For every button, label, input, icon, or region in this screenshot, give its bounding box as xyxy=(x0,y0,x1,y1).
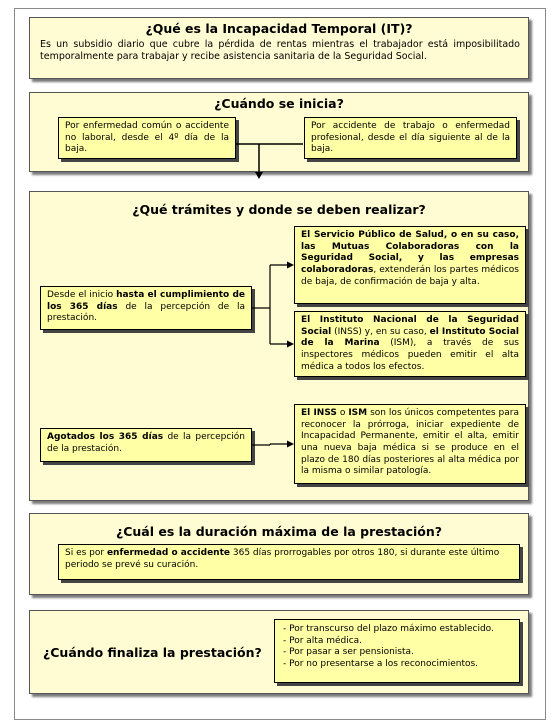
duration-box xyxy=(58,544,520,580)
right2-bold1: El Instituto Nacional de la Seguridad Social xyxy=(301,315,519,337)
end-reasons-box xyxy=(274,619,520,683)
right3-mid1: o xyxy=(336,408,349,418)
left2-bold: Agotados los 365 días xyxy=(47,432,164,442)
left2-post: de la percepción de la prestación. xyxy=(47,432,245,454)
section-end xyxy=(29,610,529,694)
right2-bold2: el Instituto Social de la Marina xyxy=(301,326,519,349)
section-procedures-title: ¿Qué trámites y donde se deben realizar? xyxy=(132,202,426,217)
right3-bold2: ISM xyxy=(348,408,368,418)
right2-mid1: (INSS) y, en su caso, xyxy=(331,326,430,337)
end-reasons-list xyxy=(283,624,511,671)
left1-post: de la percepción de la prestación. xyxy=(47,301,245,324)
procedures-connectors xyxy=(30,192,530,502)
section-procedures xyxy=(29,191,529,501)
start-common-illness-box: Por enfermedad común o accidente no laboral, desde el 4º día de la baja. xyxy=(58,117,236,159)
left1-bold: hasta el cumplimiento de los 365 días xyxy=(47,290,246,312)
duration-bold: enfermedad o accidente xyxy=(106,548,230,558)
section-duration xyxy=(29,513,529,595)
section-what-is-it-text: Es un subsidio diario que cubre la pérdida de rentas mientras el trabajador está imposibilitado temporalmente para trabajar y recibe asistencia sanitaria de la Seguridad Social. xyxy=(40,39,520,62)
section-duration-title: ¿Cuál es la duración máxima de la prestación? xyxy=(115,524,443,539)
duration-post: 365 días prorrogables por otros 180, si durante este último periodo se prevé su curación. xyxy=(65,548,500,570)
right3-bold1: El INSS xyxy=(301,408,337,418)
left1-pre: Desde el inicio xyxy=(47,290,117,300)
end-reason-item: - Por transcurso del plazo máximo establecido. xyxy=(283,624,511,636)
end-reason-item: - Por alta médica. xyxy=(283,636,511,648)
right1-post: , extenderán los partes médicos de baja, de confirmación de baja y alta. xyxy=(301,265,519,287)
end-reason-item: - Por pasar a ser pensionista. xyxy=(283,647,511,659)
right1-bold: El Servicio Público de Salud, o en su caso, las Mutuas Colaboradoras con la Seguridad Social, y las empresas colaboradoras xyxy=(301,230,519,276)
section-end-title: ¿Cuándo finaliza la prestación? xyxy=(43,645,262,660)
section-when-starts-title: ¿Cuándo se inicia? xyxy=(214,96,344,111)
right2-post: (ISM), a través de sus inspectores médicos pueden emitir el alta médica a todos los efectos. xyxy=(301,338,519,372)
section-what-is-it-title: ¿Qué es la Incapacidad Temporal (IT)? xyxy=(145,21,413,36)
right3-post: son los únicos competentes para reconocer la prórroga, iniciar expediente de Incapacidad Permanente, emitir el alta, emitir una nueva baja médica si se produce en el plazo de 180 días posteriores al alta médica por la misma o similar patología. xyxy=(301,408,519,477)
document-page xyxy=(14,8,546,720)
start-professional-box: Por accidente de trabajo o enfermedad profesional, desde el día siguiente al de la baja. xyxy=(304,117,517,159)
end-reason-item: - Por no presentarse a los reconocimientos. xyxy=(283,659,511,671)
duration-pre: Si es por xyxy=(65,548,107,558)
